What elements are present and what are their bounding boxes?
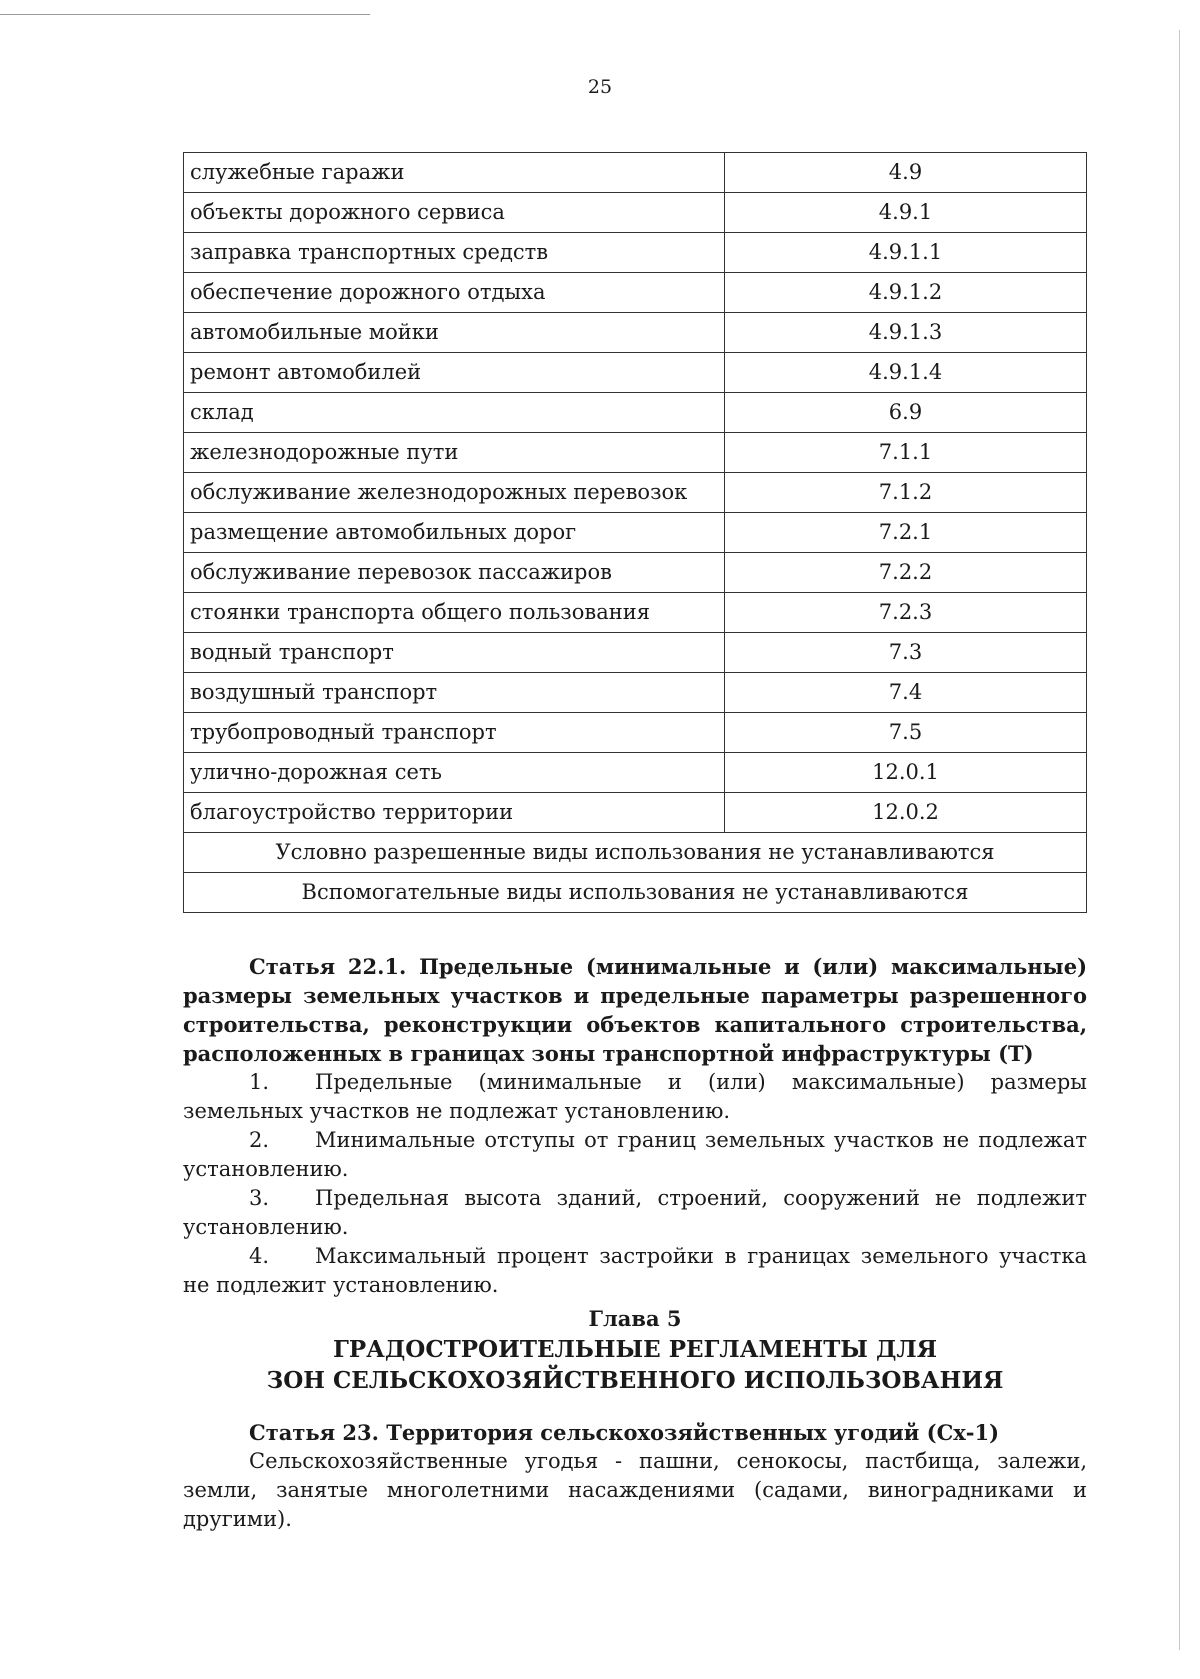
land-use-table xyxy=(183,152,1087,913)
article-text: Сельскохозяйственные угодья - пашни, сенокосы, пастбища, залежи, земли, занятые многолетними насаждениями (садами, виноградниками и другими). xyxy=(183,1449,1087,1531)
chapter-title-line-2: ЗОН СЕЛЬСКОХОЗЯЙСТВЕННОГО ИСПОЛЬЗОВАНИЯ xyxy=(266,1367,1004,1394)
scan-edge-line xyxy=(0,14,370,15)
article-22-1 xyxy=(183,952,1087,1300)
use-code: 12.0.1 xyxy=(725,753,1087,793)
use-name: улично-дорожная сеть xyxy=(184,753,725,793)
list-item xyxy=(183,1242,1087,1300)
article-heading: Статья 22.1. Предельные (минимальные и (или) максимальные) размеры земельных участков и предельные параметры разрешенного строительства, реконструкции объектов капитального строительства, расположенных в границах зоны транспортной инфраструктуры (Т) xyxy=(183,954,1087,1066)
use-code: 4.9.1.4 xyxy=(725,353,1087,393)
use-code: 7.5 xyxy=(725,713,1087,753)
table-row xyxy=(184,233,1087,273)
use-code: 7.1.1 xyxy=(725,433,1087,473)
use-name: обеспечение дорожного отдыха xyxy=(184,273,725,313)
article-23 xyxy=(183,1418,1087,1534)
use-name: заправка транспортных средств xyxy=(184,233,725,273)
table-row xyxy=(184,353,1087,393)
list-item xyxy=(183,1184,1087,1242)
use-code: 7.3 xyxy=(725,633,1087,673)
table-row xyxy=(184,513,1087,553)
table-row xyxy=(184,873,1087,913)
use-name: обслуживание перевозок пассажиров xyxy=(184,553,725,593)
table-row xyxy=(184,713,1087,753)
use-name: ремонт автомобилей xyxy=(184,353,725,393)
use-code: 4.9.1.2 xyxy=(725,273,1087,313)
use-name: обслуживание железнодорожных перевозок xyxy=(184,473,725,513)
use-name: стоянки транспорта общего пользования xyxy=(184,593,725,633)
article-heading: Статья 23. Территория сельскохозяйственных угодий (Сх-1) xyxy=(249,1420,1000,1445)
auxiliary-uses-note: Вспомогательные виды использования не устанавливаются xyxy=(184,873,1087,913)
table-row xyxy=(184,753,1087,793)
use-name: автомобильные мойки xyxy=(184,313,725,353)
use-name: объекты дорожного сервиса xyxy=(184,193,725,233)
item-number: 1. xyxy=(249,1070,270,1094)
use-name: благоустройство территории xyxy=(184,793,725,833)
use-code: 7.2.3 xyxy=(725,593,1087,633)
use-code: 7.2.2 xyxy=(725,553,1087,593)
use-code: 7.1.2 xyxy=(725,473,1087,513)
table-row xyxy=(184,193,1087,233)
table-row xyxy=(184,673,1087,713)
use-code: 4.9.1 xyxy=(725,193,1087,233)
use-code: 4.9.1.1 xyxy=(725,233,1087,273)
conditional-uses-note: Условно разрешенные виды использования не устанавливаются xyxy=(184,833,1087,873)
use-name: трубопроводный транспорт xyxy=(184,713,725,753)
item-number: 4. xyxy=(249,1244,270,1268)
table-row xyxy=(184,633,1087,673)
table-row xyxy=(184,153,1087,193)
table-row xyxy=(184,313,1087,353)
table-row xyxy=(184,553,1087,593)
use-name: служебные гаражи xyxy=(184,153,725,193)
table-row xyxy=(184,433,1087,473)
use-code: 6.9 xyxy=(725,393,1087,433)
item-text: Максимальный процент застройки в границах земельного участка не подлежит установлению. xyxy=(183,1244,1087,1297)
chapter-number: Глава 5 xyxy=(588,1306,682,1331)
page-number: 25 xyxy=(587,76,613,98)
use-name: водный транспорт xyxy=(184,633,725,673)
table-row xyxy=(184,833,1087,873)
table-row xyxy=(184,793,1087,833)
item-number: 2. xyxy=(249,1128,270,1152)
item-number: 3. xyxy=(249,1186,270,1210)
item-text: Предельная высота зданий, строений, сооружений не подлежит установлению. xyxy=(183,1186,1087,1239)
list-item xyxy=(183,1126,1087,1184)
list-item xyxy=(183,1068,1087,1126)
item-text: Предельные (минимальные и (или) максимальные) размеры земельных участков не подлежат установлению. xyxy=(183,1070,1087,1123)
table-row xyxy=(184,393,1087,433)
chapter-title-line-1: ГРАДОСТРОИТЕЛЬНЫЕ РЕГЛАМЕНТЫ ДЛЯ xyxy=(332,1336,938,1363)
table-row xyxy=(184,593,1087,633)
table-row xyxy=(184,273,1087,313)
table-row xyxy=(184,473,1087,513)
use-code: 7.2.1 xyxy=(725,513,1087,553)
item-text: Минимальные отступы от границ земельных участков не подлежат установлению. xyxy=(183,1128,1087,1181)
scan-right-edge xyxy=(1179,30,1180,1650)
use-name: воздушный транспорт xyxy=(184,673,725,713)
chapter-header xyxy=(183,1304,1087,1396)
use-name: размещение автомобильных дорог xyxy=(184,513,725,553)
use-code: 12.0.2 xyxy=(725,793,1087,833)
use-code: 7.4 xyxy=(725,673,1087,713)
use-code: 4.9.1.3 xyxy=(725,313,1087,353)
use-code: 4.9 xyxy=(725,153,1087,193)
use-name: склад xyxy=(184,393,725,433)
use-name: железнодорожные пути xyxy=(184,433,725,473)
